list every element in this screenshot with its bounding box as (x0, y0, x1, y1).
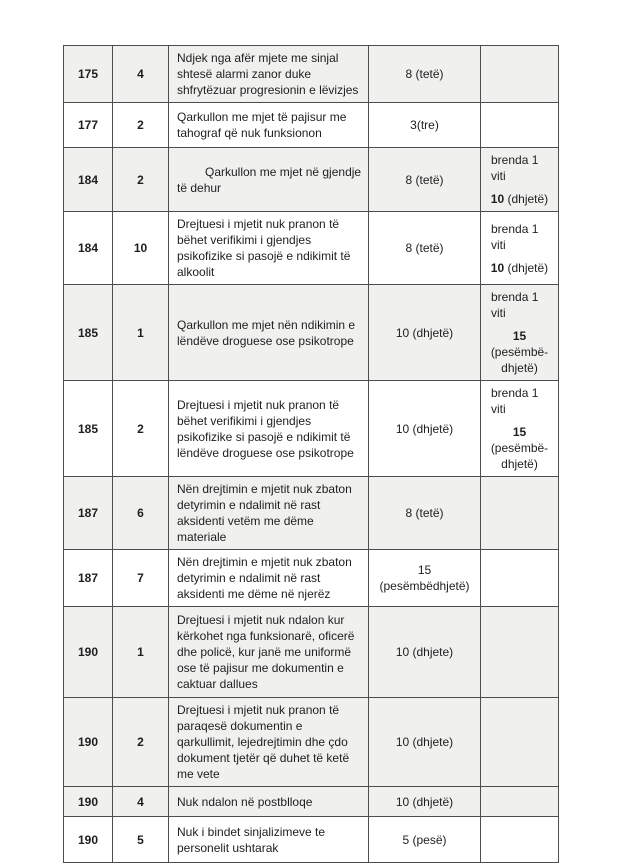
repeat-offense-points (485, 260, 554, 276)
penalty-points: 5 (pesë) (369, 817, 481, 863)
article-number: 187 (64, 550, 113, 607)
point-number: 2 (113, 698, 169, 787)
article-number: 190 (64, 698, 113, 787)
table-row (64, 817, 559, 863)
violation-description: Drejtuesi i mjetit nuk pranon të bëhet verifikimi i gjendjes psikofizike si pasojë e ndikimit të lëndëve droguese ose psikotrope (169, 381, 369, 477)
repeat-offense-cell (481, 607, 559, 698)
point-number: 7 (113, 550, 169, 607)
violation-description: Qarkullon me mjet në gjendje të dehur (169, 148, 369, 212)
violation-description: Nën drejtimin e mjetit nuk zbaton detyrimin e ndalimit në rast aksidenti vetëm me dëme materiale (169, 477, 369, 550)
table-row (64, 212, 559, 285)
repeat-offense-label: brenda 1 viti (491, 153, 539, 183)
repeat-offense-cell (481, 698, 559, 787)
table-row (64, 477, 559, 550)
point-number: 2 (113, 381, 169, 477)
repeat-offense-points-text: (pesëmbë-dhjetë) (490, 441, 549, 471)
repeat-offense-points-number: 10 (490, 260, 505, 275)
penalty-points: 10 (dhjete) (369, 607, 481, 698)
penalty-points: 15 (pesëmbëdhjetë) (369, 550, 481, 607)
violation-description: Ndjek nga afër mjete me sinjal shtesë alarmi zanor duke shfrytëzuar progresionin e lëvizjes (169, 46, 369, 103)
repeat-offense-cell (481, 285, 559, 381)
table-row (64, 607, 559, 698)
repeat-offense-points-number: 15 (512, 329, 527, 343)
article-number: 187 (64, 477, 113, 550)
repeat-offense-label: brenda 1 viti (491, 290, 539, 320)
repeat-offense-cell (481, 103, 559, 148)
point-number: 2 (113, 148, 169, 212)
violation-description: Drejtuesi i mjetit nuk ndalon kur kërkohet nga funksionarë, oficerë dhe policë, kur janë me uniformë ose të pajisur me dokumentin e caktuar dallues (169, 607, 369, 698)
violation-description: Qarkullon me mjet të pajisur me tahograf që nuk funksionon (169, 103, 369, 148)
point-number: 4 (113, 787, 169, 817)
article-number: 184 (64, 212, 113, 285)
table-row (64, 550, 559, 607)
penalty-points: 8 (tetë) (369, 46, 481, 103)
repeat-offense-cell (481, 381, 559, 477)
violation-description: Nuk i bindet sinjalizimeve te personelit ushtarak (169, 817, 369, 863)
table-row (64, 46, 559, 103)
article-number: 190 (64, 817, 113, 863)
repeat-offense-cell (481, 550, 559, 607)
article-number: 185 (64, 285, 113, 381)
repeat-offense-points (485, 328, 554, 376)
table-row (64, 381, 559, 477)
article-number: 184 (64, 148, 113, 212)
article-number: 190 (64, 787, 113, 817)
penalty-points: 10 (dhjete) (369, 698, 481, 787)
repeat-offense-cell (481, 148, 559, 212)
penalty-points: 10 (dhjetë) (369, 285, 481, 381)
repeat-offense-label: brenda 1 viti (491, 386, 539, 416)
point-number: 5 (113, 817, 169, 863)
penalty-points: 10 (dhjetë) (369, 381, 481, 477)
repeat-offense-points (485, 191, 554, 207)
violation-description: Nuk ndalon në postblloqe (169, 787, 369, 817)
repeat-offense-cell (481, 787, 559, 817)
point-number: 10 (113, 212, 169, 285)
point-number: 1 (113, 285, 169, 381)
point-number: 1 (113, 607, 169, 698)
repeat-offense-cell (481, 212, 559, 285)
point-number: 2 (113, 103, 169, 148)
table-row (64, 103, 559, 148)
penalty-points: 8 (tetë) (369, 477, 481, 550)
article-number: 175 (64, 46, 113, 103)
penalty-points: 10 (dhjetë) (369, 787, 481, 817)
table-row (64, 148, 559, 212)
article-number: 190 (64, 607, 113, 698)
table-row (64, 285, 559, 381)
violations-table-body (64, 46, 559, 863)
penalty-points: 8 (tetë) (369, 148, 481, 212)
article-number: 177 (64, 103, 113, 148)
table-row (64, 698, 559, 787)
repeat-offense-points-number: 15 (512, 425, 527, 439)
repeat-offense-points-text: (dhjetë) (504, 192, 549, 206)
table-row (64, 787, 559, 817)
penalty-points-table (63, 45, 559, 863)
repeat-offense-label: brenda 1 viti (491, 221, 539, 252)
repeat-offense-points-number: 10 (490, 192, 505, 206)
violation-description: Nën drejtimin e mjetit nuk zbaton detyrimin e ndalimit në rast aksidenti me dëme në njerëz (169, 550, 369, 607)
repeat-offense-cell (481, 46, 559, 103)
violation-description: Qarkullon me mjet nën ndikimin e lëndëve droguese ose psikotrope (169, 285, 369, 381)
repeat-offense-cell (481, 477, 559, 550)
repeat-offense-points (485, 424, 554, 472)
repeat-offense-cell (481, 817, 559, 863)
penalty-points: 3(tre) (369, 103, 481, 148)
repeat-offense-points-text: (dhjetë) (504, 260, 549, 275)
article-number: 185 (64, 381, 113, 477)
point-number: 4 (113, 46, 169, 103)
point-number: 6 (113, 477, 169, 550)
violation-description: Drejtuesi i mjetit nuk pranon të bëhet verifikimi i gjendjes psikofizike si pasojë e ndikimit të alkoolit (169, 212, 369, 285)
repeat-offense-points-text: (pesëmbë-dhjetë) (490, 345, 549, 375)
violation-description: Drejtuesi i mjetit nuk pranon të paraqesë dokumentin e qarkullimit, lejedrejtimin dhe çdo dokument tjetër që duhet të ketë me vete (169, 698, 369, 787)
penalty-points: 8 (tetë) (369, 212, 481, 285)
